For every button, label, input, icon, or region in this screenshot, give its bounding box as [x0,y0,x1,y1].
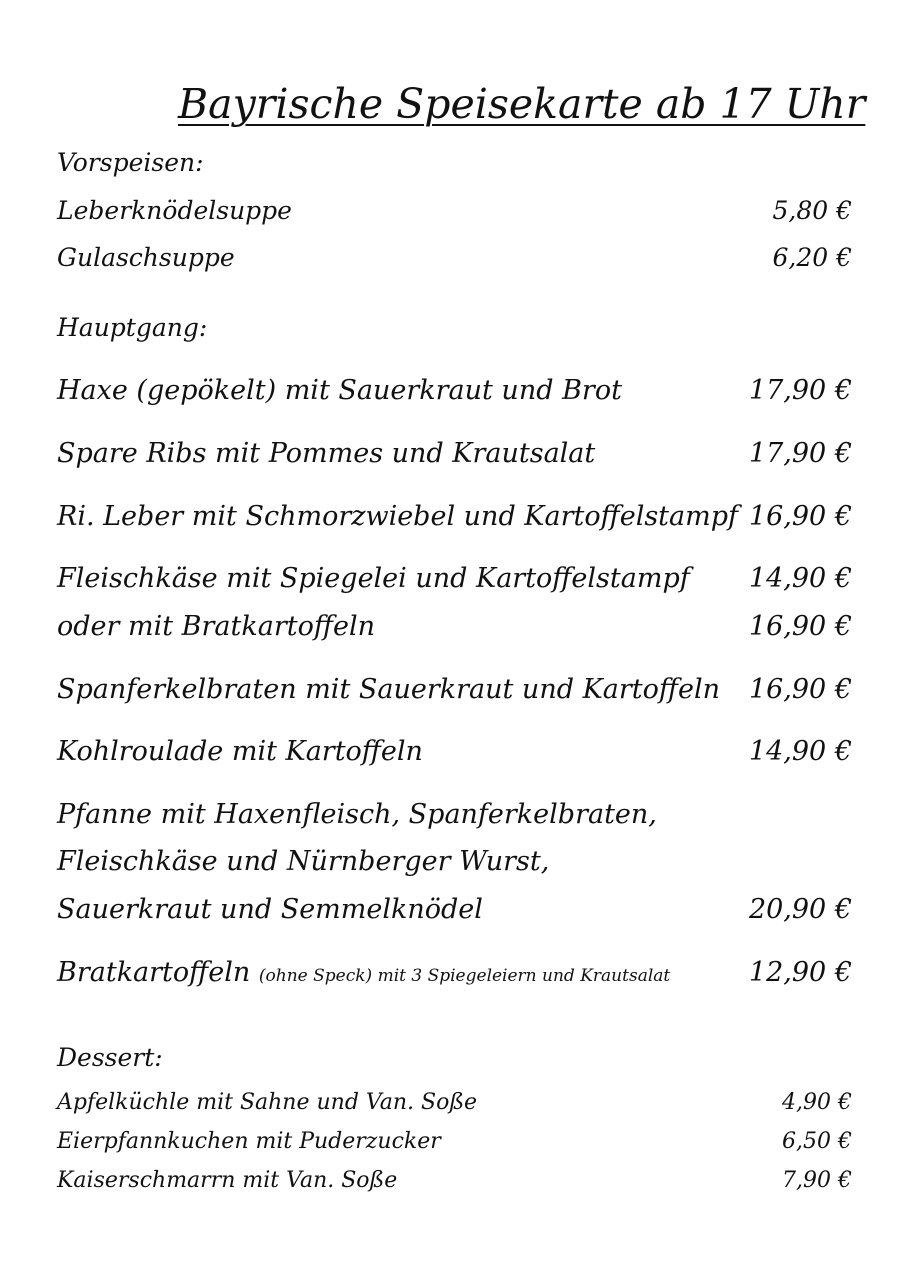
section-heading-dessert: Dessert: [57,1043,163,1072]
item-name: Eierpfannkuchen mit Puderzucker [57,1129,441,1154]
item-price: 16,90 € [748,674,852,705]
item-name: Sauerkraut und Semmelknödel [57,894,483,925]
item-price: 4,90 € [782,1090,852,1115]
item-name: Gulaschsuppe [57,243,235,272]
item-price: 17,90 € [748,438,852,469]
menu-title: Bayrische Speisekarte ab 17 Uhr [178,80,866,128]
item-name: Spare Ribs mit Pommes und Krautsalat [57,438,596,469]
item-note: (ohne Speck) mit 3 Spiegeleiern und Krautsalat [258,966,671,986]
item-name: oder mit Bratkartoffeln [57,611,375,642]
item-price: 20,90 € [748,894,852,925]
item-name: Kohlroulade mit Kartoffeln [57,736,423,767]
item-name: Ri. Leber mit Schmorzwiebel und Kartoffelstampf [57,501,739,532]
item-price: 6,20 € [772,243,852,272]
item-name: Leberknödelsuppe [57,196,292,225]
item-name: Fleischkäse und Nürnberger Wurst, [57,846,550,877]
item-name: Apfelküchle mit Sahne und Van. Soße [57,1090,478,1115]
item-price: 17,90 € [748,375,852,406]
item-name: Spanferkelbraten mit Sauerkraut und Kartoffeln [57,674,720,705]
item-price: 16,90 € [748,501,852,532]
item-name: Haxe (gepökelt) mit Sauerkraut und Brot [57,375,622,406]
section-heading-vorspeisen: Vorspeisen: [57,148,204,177]
item-price: 7,90 € [782,1168,852,1193]
item-name [57,957,670,988]
item-price: 14,90 € [748,736,852,767]
section-heading-hauptgang: Hauptgang: [57,313,208,342]
item-price: 12,90 € [748,957,852,988]
item-name-main: Bratkartoffeln [57,957,251,988]
item-price: 16,90 € [748,611,852,642]
item-name: Kaiserschmarrn mit Van. Soße [57,1168,398,1193]
item-price: 6,50 € [782,1129,852,1154]
item-price: 5,80 € [772,196,852,225]
item-name: Fleischkäse mit Spiegelei und Kartoffelstampf [57,563,690,594]
item-name: Pfanne mit Haxenfleisch, Spanferkelbraten, [57,799,657,830]
item-price: 14,90 € [748,563,852,594]
